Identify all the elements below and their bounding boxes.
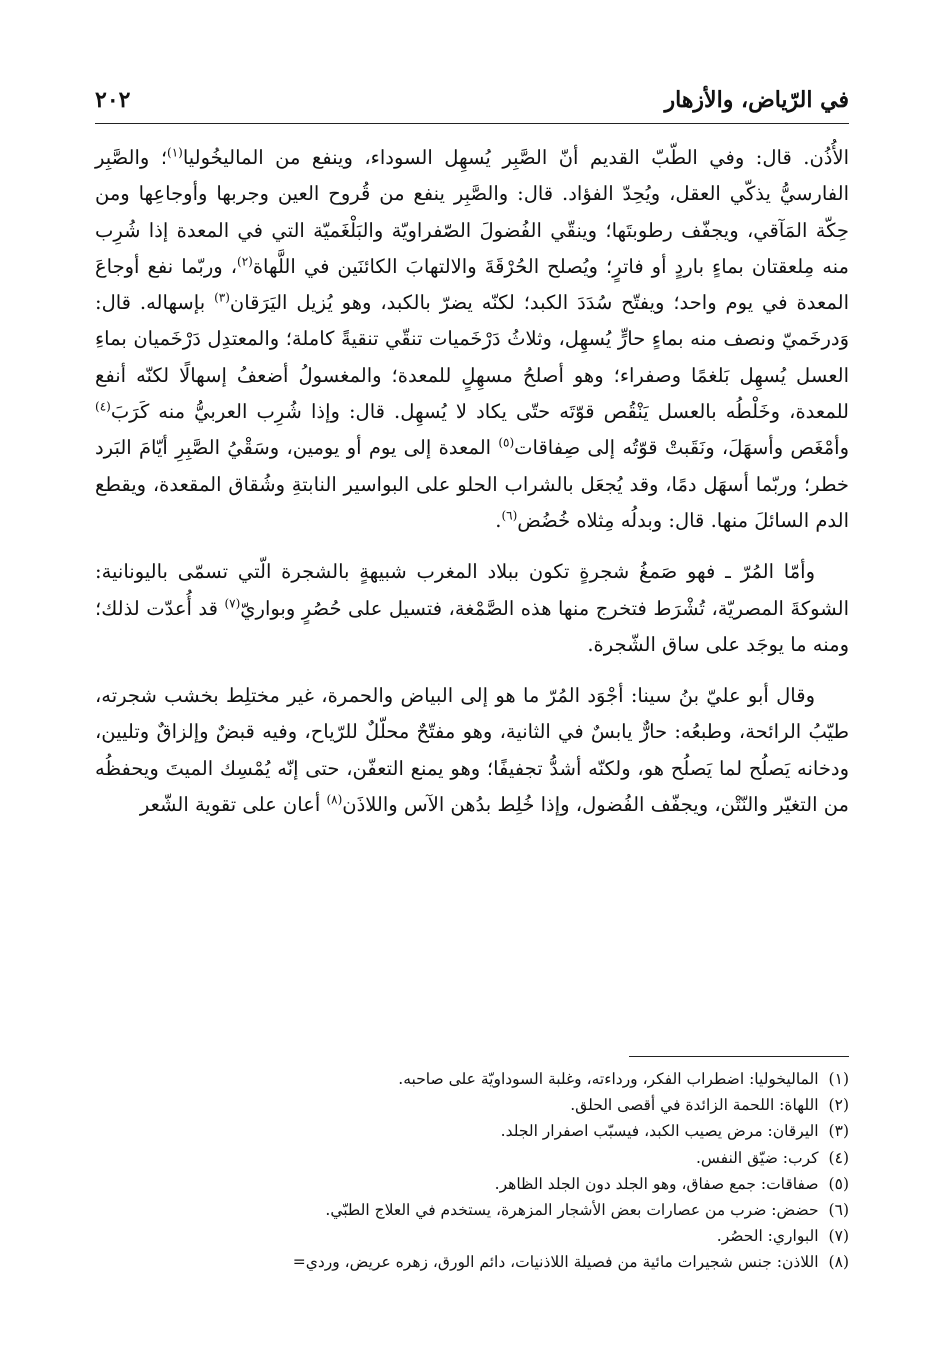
footnote-number: (٧) [828, 1227, 849, 1246]
footnote [95, 1223, 849, 1249]
footnote [95, 1145, 849, 1171]
text-run: بإسهاله. قال: وَدرخَميّ ونصف منه بماءٍ حارٍّ يُسهِل، وثلاثُ دَرْخَميات تنقّي تنقيةً كاملة؛ والمعتدِل دَرْخَميان بماءِ العسل يُسهِل بَلغمًا وصفراء؛ وهو أصلحُ مسهِلٍ للمعدة؛ والمغسولُ أضعفُ إسهالًا لكنّه أنفع للمعدة، وخَلْطُه بالعسل يَنْقُص قوّتَه حتّى يكاد لا يُسهِل. قال: وإذا شُرِب العربيُّ منه كَرَبَ [95, 291, 849, 424]
paragraph [95, 554, 849, 663]
footnote [95, 1092, 849, 1118]
text-run: ، وربّما نفع أوجاعَ المعدة في يوم واحد؛ ويفتّح سُدَدَ الكبد؛ لكنّه يضرّ بالكبد، وهو يُزيل اليَرَقان [95, 254, 850, 315]
footnote-number: (٨) [828, 1253, 849, 1272]
text-run: وأمْغَص وأسهَلَ، ونَقَبتْ قوّتُه إلى صِفاقات [514, 436, 849, 460]
footnote-text: اللهاة: اللحمة الزائدة في أقصى الحلق. [570, 1096, 819, 1115]
footnote-ref: (١) [167, 145, 183, 160]
footnote-ref: (٤) [95, 399, 111, 414]
footnote-number: (٥) [828, 1174, 849, 1193]
text-run: قد أُعدّت لذلك؛ ومنه ما يوجَد على ساق الشّجرة. [95, 596, 849, 656]
footnote-ref: (٥) [498, 435, 515, 450]
footnote-text: الماليخوليا: اضطراب الفكر، ورداءته، وغلبة السوداويّة على صاحبه. [398, 1070, 819, 1088]
text-run: الأُذُن. قال: وفي الطّبّ القديم أنّ الصَّبِر يُسهِل السوداء، وينفع من الماليخُوليا [182, 146, 849, 169]
text-run: أعان على تقوية الشّعر [139, 793, 327, 817]
footnote-number: (٦) [828, 1201, 849, 1220]
footnote-ref: (٦) [501, 508, 518, 523]
page-number: ٢٠٢ [95, 87, 131, 113]
footnote-text: كرب: ضيّق النفس. [695, 1148, 819, 1167]
footnote [95, 1171, 849, 1197]
main-text [95, 140, 849, 823]
footnote-text: صفاقات: جمع صفاق، وهو الجلد دون الجلد الظاهر. [494, 1174, 819, 1193]
text-run: وقال أبو عليّ بنُ سينا: أجْوَد المُرّ ما هو إلى البياض والحمرة، غير مختلِط بخشب شجرته، طيّبُ الرائحة، وطبعُه: حارٌّ يابسٌ في الثانية، وهو مفتّحٌ محلّلٌ للرّياح، وفيه قبضٌ وإلزاقٌ وتليين، ودخانه يَصلُح لما يَصلُح هو، ولكنّه أشدُّ تجفيفًا؛ وهو يمنع التعفّن، حتى إنّه يُمْسِك الميتَ ويحفظُه من التغيّر والنّتْن، ويجفّف الفُضول، وإذا خُلِط بدُهن الآس واللاذَن [95, 684, 849, 817]
footnote-number: (٤) [828, 1148, 849, 1167]
footnote [95, 1197, 849, 1223]
text-run: . [495, 508, 502, 532]
text-run: وأمّا المُرّ ـ فهو صَمغُ شجرةٍ تكون ببلاد المغرب شبيهةٍ بالشجرة الّتي تسمّى باليونانية: الشوكةَ المصريّة، تُشْرَط فتخرج منها هذه الصَّمْغة، فتسيل على حُصُرٍ وبواريّ [95, 560, 849, 620]
paragraph [95, 140, 849, 539]
footnote-text: اليرقان: مرض يصيب الكبد، فيسبّب اصفرار الجلد. [500, 1122, 819, 1141]
footnote-ref: (٧) [224, 596, 241, 611]
footnote-number: (٣) [828, 1122, 849, 1141]
footnote-ref: (٢) [237, 254, 253, 269]
text-run: المعدة إلى يوم أو يومين، وسَقْيُ الصَّبِرِ أيّامَ البَرد خطر؛ وربّما أسهَل دمًا، وقد يُجعَل بالشراب الحلو على البواسير النابتةِ وشُقاق المقعدة، ويقطع الدم السائلَ منها. قال: وبدلُه مِثلاه خُضُض [95, 436, 849, 532]
footnote [95, 1066, 849, 1092]
footnote-ref: (٣) [214, 290, 230, 305]
running-title: في الرّياض، والأزهار [664, 87, 849, 113]
footnote-divider [629, 1056, 849, 1057]
footnotes-list [95, 1066, 849, 1276]
footnote-text: البواري: الحصُر. [716, 1227, 819, 1246]
footnote [95, 1249, 849, 1275]
text-run: ؛ والصَّبِر الفارسيُّ يذكّي العقل، ويُحِدّ الفؤاد. قال: والصَّبِر ينفع من قُروح العين وجربها وأوجاعِها ومن حِكّة المَآقي، ويجفّف رطوبتَها؛ وينقّي الفُضولَ الصّفراويّة والبَلْغَميّة التي في المعدة إذا شُرِب منه مِلعقتان بماءٍ باردٍ أو فاترٍ؛ ويُصلح الحُرْقَةَ والالتهابَ الكائنَين في اللَّهاة [95, 146, 850, 278]
footnote-text: حضض: ضرب من عصارات بعض الأشجار المزهرة، يستخدم في العلاج الطبّي. [325, 1201, 819, 1220]
footnote-number: (٢) [828, 1096, 849, 1115]
footnote-ref: (٨) [326, 792, 343, 807]
footnote-text: اللاذن: جنس شجيرات مائية من فصيلة اللاذنيات، دائم الورق، زهره عريض، وردي= [292, 1253, 819, 1272]
page-header [95, 83, 849, 124]
paragraph [95, 678, 849, 823]
footnote [95, 1118, 849, 1144]
footnote-number: (١) [828, 1070, 849, 1088]
